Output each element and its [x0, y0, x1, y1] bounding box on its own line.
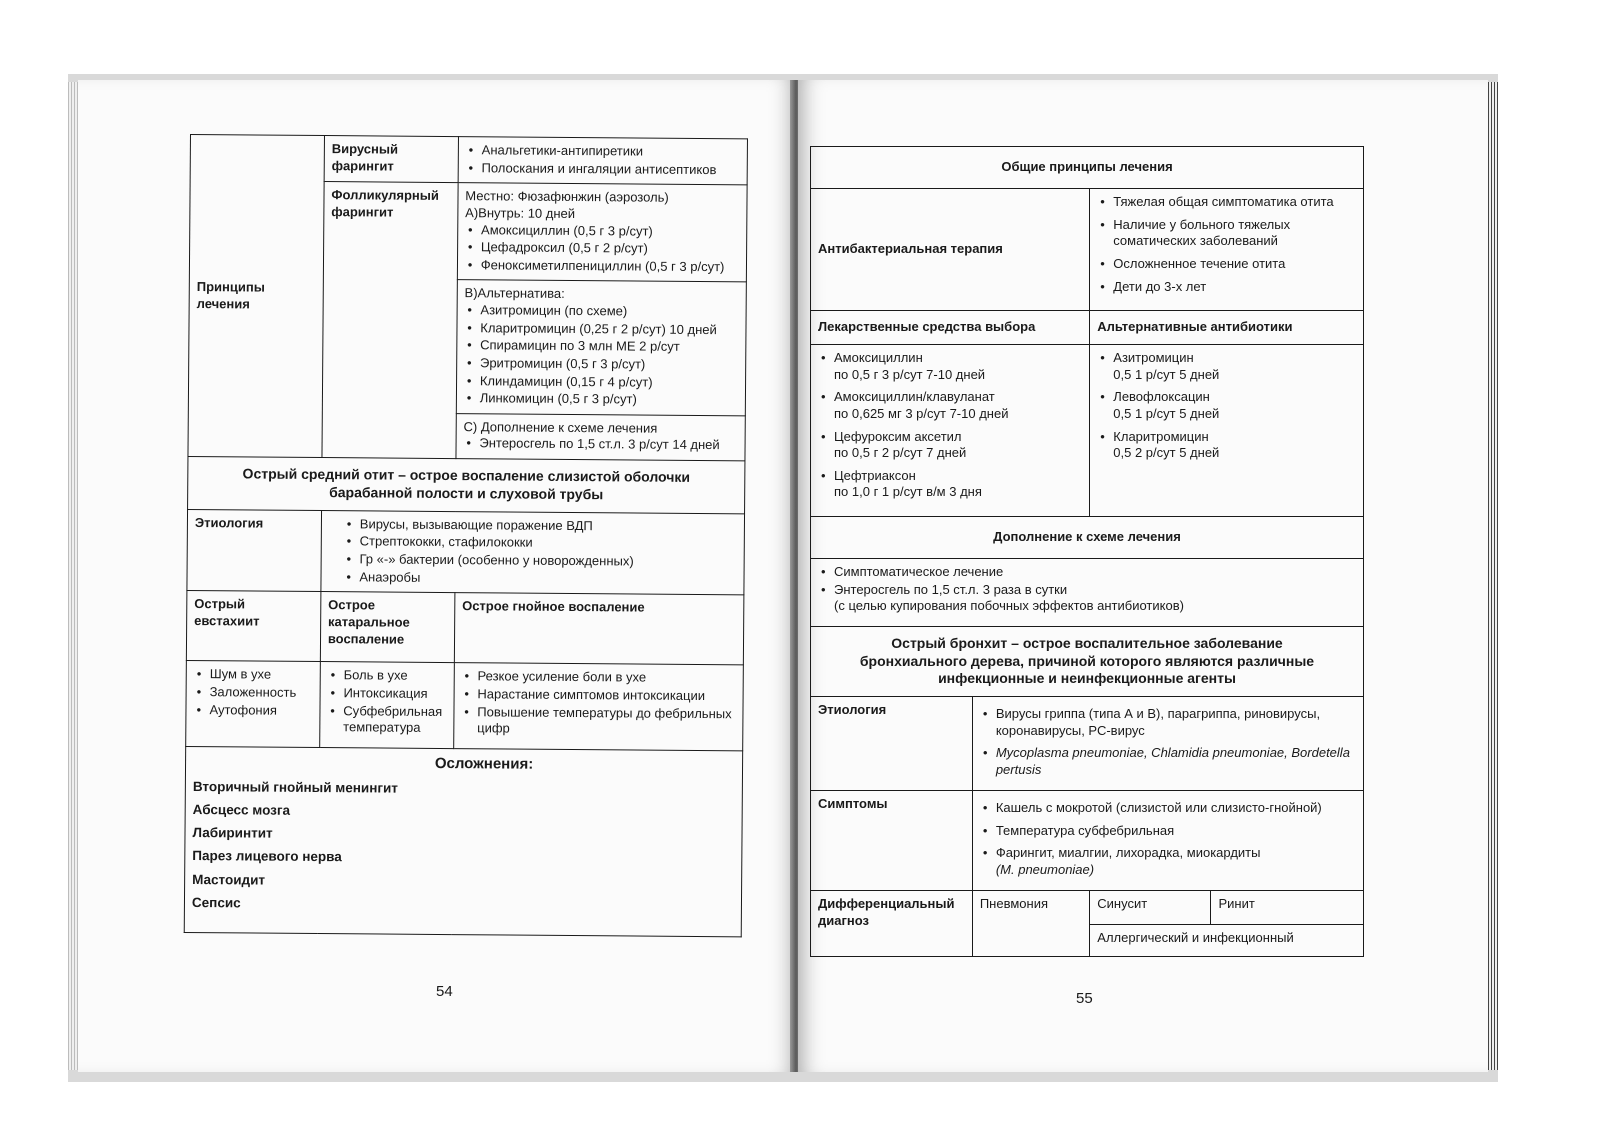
list-item: • Осложненное течение отита	[1113, 256, 1356, 273]
list-item: • Линкомицин (0,5 г 3 р/сут)	[480, 390, 738, 409]
general-principles-header: Общие принципы лечения	[811, 147, 1364, 189]
pneumonia-cell: Пневмония	[972, 891, 1089, 957]
list-item: • Повышение температуры до фебрильных цифр	[477, 704, 735, 739]
differential-label: Дифференциальный диагноз	[811, 891, 973, 957]
pharyngitis-otitis-table	[184, 134, 748, 938]
complications-list	[192, 778, 735, 916]
list-item: Вторичный гнойный менингит	[192, 778, 398, 796]
addition-header: Дополнение к схеме лечения	[811, 517, 1364, 559]
list-item: Лабиринтит	[192, 825, 273, 841]
list-item: • Аутофония	[209, 702, 312, 719]
list-item: • Энтеросгель по 1,5 ст.л. 3 р/сут 14 дней	[479, 436, 737, 455]
list-item: • Азитромицин (по схеме)	[480, 302, 738, 321]
list-item: • Кларитромицин 0,5 2 р/сут 5 дней	[1113, 429, 1356, 462]
sinusitis-cell: Синусит	[1090, 891, 1211, 925]
list-item: • Цефтриаксон по 1,0 г 1 р/сут в/м 3 дня	[834, 468, 1082, 501]
list-item: Парез лицевого нерва	[192, 848, 342, 865]
list-item: • Резкое усиление боли в ухе	[477, 669, 735, 688]
list-item: Сепсис	[191, 894, 241, 911]
list-item: • Полоскания и ингаляции антисептиков	[481, 160, 739, 179]
list-item: • Амоксициллин (0,5 г 3 р/сут)	[481, 222, 739, 241]
list-item: • Стрептококки, стафилококки	[360, 534, 737, 554]
page-number: 55	[1076, 990, 1093, 1007]
list-item: • Вирусы, вызывающие поражение ВДП	[360, 516, 737, 536]
list-item: • Нарастание симптомов интоксикации	[477, 686, 735, 705]
eustachitis-label: Острый евстахиит	[186, 591, 320, 662]
page-number: 54	[436, 983, 453, 1000]
list-item: • Энтеросгель по 1,5 ст.л. 3 раза в сутки (с целью купирования побочных эффектов антибиотиков)	[834, 582, 1356, 615]
list-item: • Интоксикация	[343, 685, 446, 702]
bronchitis-title: Острый бронхит – острое воспалительное заболевание бронхиального дерева, причиной которого являются различные инфекционные и неинфекционные агенты	[811, 627, 1364, 697]
bronchitis-etiology-cell	[972, 697, 1363, 791]
list-item: Мастоидит	[192, 871, 266, 888]
addition-cell	[811, 559, 1364, 627]
list-item: • Эритромицин (0,5 г 3 р/сут)	[480, 355, 738, 374]
follicular-addition-cell	[456, 413, 746, 461]
list-item: • Амоксициллин/клавуланат по 0,625 мг 3 р/сут 7-10 дней	[834, 389, 1082, 422]
list-item: • Цефадроксил (0,5 г 2 р/сут)	[481, 239, 739, 258]
viral-pharyngitis-label: Вирусный фарингит	[324, 136, 458, 183]
list-item: • Заложенность	[210, 684, 313, 701]
list-item: • Фарингит, миалгии, лихорадка, миокардиты (M. pneumoniae)	[996, 845, 1356, 878]
page-54	[78, 80, 796, 1072]
addition-header: С) Дополнение к схеме лечения	[463, 418, 658, 436]
treatment-bronchitis-table	[810, 146, 1364, 957]
list-item: • Тяжелая общая симптоматика отита	[1113, 194, 1356, 211]
symptoms-label: Симптомы	[811, 791, 973, 891]
list-item: • Анаэробы	[359, 569, 736, 589]
catarrhal-label: Острое катаральное воспаление	[320, 592, 454, 663]
follicular-oral-cell	[457, 183, 747, 282]
list-item: • Гр «-» бактерии (особенно у новорожденных)	[359, 551, 736, 571]
list-item: • Клиндамицин (0,15 г 4 р/сут)	[480, 373, 738, 392]
list-item: Абсцесс мозга	[192, 801, 291, 818]
allergic-infectious-cell: Аллергический и инфекционный	[1090, 925, 1364, 957]
list-item: • Субфебрильная температура	[343, 703, 446, 737]
antibacterial-label: Антибактериальная терапия	[811, 189, 1090, 311]
list-item: • Шум в ухе	[210, 666, 313, 683]
drugs-of-choice-header: Лекарственные средства выбора	[811, 311, 1090, 345]
alternative-header: В)Альтернатива:	[464, 285, 565, 302]
follicular-pharyngitis-label: Фолликулярный фарингит	[322, 182, 458, 459]
etiology-cell	[321, 510, 745, 595]
complications-cell	[184, 747, 742, 937]
list-item: • Цефуроксим аксетил по 0,5 г 2 р/сут 7 дней	[834, 429, 1082, 462]
alternative-antibiotics-header: Альтернативные антибиотики	[1090, 311, 1364, 345]
list-item: • Дети до 3-х лет	[1113, 279, 1356, 296]
list-item: • Симптоматическое лечение	[834, 564, 1356, 581]
complications-header: Осложнения:	[434, 755, 534, 774]
drugs-of-choice-cell	[811, 345, 1090, 517]
eustachitis-symptoms	[186, 661, 321, 748]
page-55	[798, 80, 1488, 1072]
alternative-antibiotics-cell	[1090, 345, 1364, 517]
list-item: • Температура субфебрильная	[996, 823, 1356, 840]
symptoms-cell	[972, 791, 1363, 891]
viral-pharyngitis-cell	[458, 137, 748, 186]
list-item: • Азитромицин 0,5 1 р/сут 5 дней	[1113, 350, 1356, 383]
local-treatment: Местно: Фюзафюнжин (аэрозоль)	[465, 188, 669, 206]
antibacterial-indications	[1090, 189, 1364, 311]
list-item: • Вирусы гриппа (типа А и В), парагриппа, риновирусы, коронавирусы, РС-вирус	[996, 706, 1356, 739]
oral-header: А)Внутрь: 10 дней	[465, 205, 576, 221]
catarrhal-symptoms	[320, 662, 455, 749]
purulent-symptoms	[453, 663, 743, 751]
rhinitis-cell: Ринит	[1211, 891, 1364, 925]
purulent-label: Острое гнойное воспаление	[454, 593, 744, 665]
list-item: • Феноксиметилпенициллин (0,5 г 3 р/сут)	[481, 257, 739, 276]
treatment-principles-label: Принципы лечения	[188, 135, 324, 458]
list-item: • Наличие у больного тяжелых соматических заболеваний	[1113, 217, 1356, 250]
list-item: • Спирамицин по 3 млн МЕ 2 р/сут	[480, 338, 738, 357]
otitis-title: Острый средний отит – острое воспаление слизистой оболочки барабанной полости и слуховой трубы	[188, 456, 745, 513]
etiology-label: Этиология	[187, 509, 321, 592]
follicular-alternative-cell	[456, 280, 746, 416]
list-item: • Анальгетики-антипиретики	[482, 142, 740, 161]
list-item: • Mycoplasma pneumoniae, Chlamidia pneumoniae, Bordetella pertusis	[996, 745, 1356, 778]
list-item: • Амоксициллин по 0,5 г 3 р/сут 7-10 дней	[834, 350, 1082, 383]
list-item: • Кашель с мокротой (слизистой или слизисто-гнойной)	[996, 800, 1356, 817]
list-item: • Боль в ухе	[344, 668, 447, 685]
list-item: • Кларитромицин (0,25 г 2 р/сут) 10 дней	[480, 320, 738, 339]
bronchitis-etiology-label: Этиология	[811, 697, 973, 791]
list-item: • Левофлоксацин 0,5 1 р/сут 5 дней	[1113, 389, 1356, 422]
